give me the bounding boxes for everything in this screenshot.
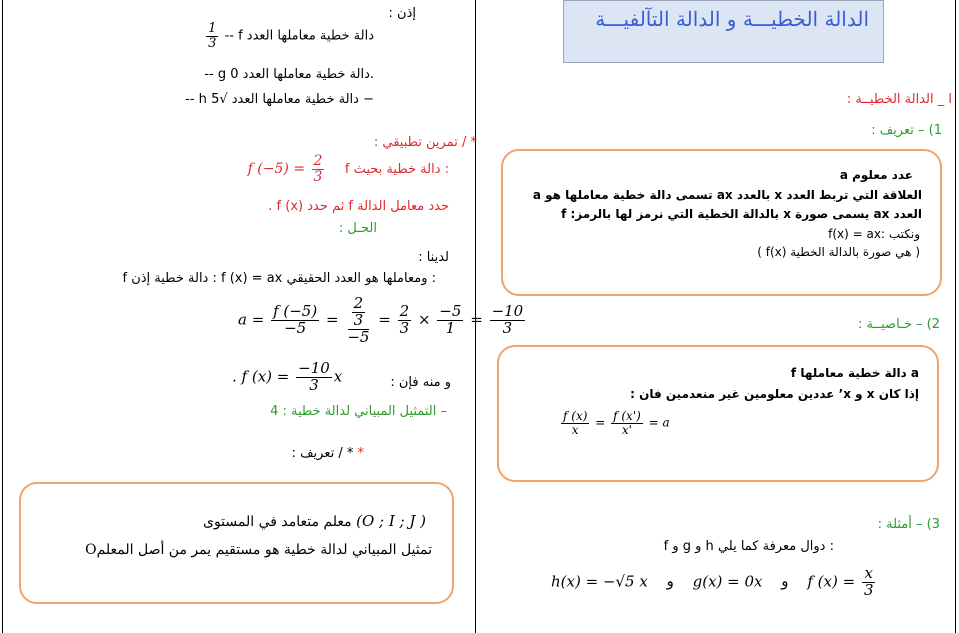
prop-den-2: x' [621, 422, 632, 437]
item-f [204, 22, 374, 50]
definition2-box [19, 482, 454, 604]
ex-g: g(x) = 0x [692, 572, 763, 591]
right-border-line [955, 0, 956, 633]
fx-result [232, 361, 342, 394]
fx-lhs: . f (x) = [232, 367, 290, 386]
ex-and-1: و [666, 572, 674, 591]
sol-d2: −5 [347, 327, 370, 346]
sol-d1: −5 [284, 319, 307, 338]
property-heading: 2) – خـاصيــة : [858, 317, 940, 332]
item-f-text: -- f دالة خطية معاملها العدد [224, 28, 374, 44]
prop-den-1: x [571, 422, 579, 437]
sol-times: × [417, 310, 431, 329]
prop-line-1: f دالة خطية معاملها a [790, 366, 919, 380]
hence-label: و منه فإن : [390, 375, 451, 390]
def2-line-2: تمثيل المبياني لدالة خطية هو مستقيم يمر من أصل المعلمO [85, 542, 432, 558]
def2-line-1 [203, 512, 426, 530]
sol-d5: 3 [502, 319, 513, 338]
sol-n2b: 3 [353, 310, 364, 329]
ex-f-den: 3 [863, 580, 874, 599]
exercise-line-2: حدد معامل الدالة f ثم حدد f (x) . [268, 199, 449, 214]
graph-heading: – التمثيل المبياني لدالة خطية : 4 [270, 404, 447, 419]
examples-formula [551, 566, 877, 599]
ex-and-2: و [781, 572, 789, 591]
definition-box [501, 149, 942, 296]
def-line-4: ونكتب :f(x) = ax [828, 227, 920, 241]
examples-line: f و g و h دوال معرفة كما يلي : [663, 539, 834, 554]
examples-heading: 3) – أمثلة : [877, 517, 940, 532]
exercise-heading: * / تمرين تطبيقي : [373, 135, 477, 150]
sol-n5: −10 [491, 302, 524, 321]
sol-n2a: 2 [353, 294, 364, 312]
ex-line-1-text: f دالة خطية بحيث : [344, 162, 449, 178]
prop-num-2: f (x') [613, 409, 641, 423]
definition-heading: 1) – تعريف : [871, 123, 942, 138]
sol-d4: 1 [445, 319, 456, 338]
item-g: -- g دالة خطية معاملها العدد 0. [204, 67, 374, 82]
sol-d3: 3 [399, 319, 410, 338]
def2-line-1-math: (O ; I ; J ) [356, 512, 426, 530]
left-border-line [2, 0, 3, 633]
title-box [563, 0, 884, 63]
ex-h: h(x) = −√5 x [551, 572, 648, 591]
prop-line-2: إذا كان x و x’ عددين معلومين غير منعدمين فان : [630, 387, 919, 401]
sol-n3: 2 [399, 302, 410, 321]
ex-f-lhs: f (x) = [807, 572, 856, 591]
item-h: -- h دالة خطية معاملها العدد √5 − [185, 92, 374, 107]
property-box [497, 345, 939, 482]
def2-heading-text: * / تعريف : [291, 446, 354, 461]
def2-line-1-text: معلم متعامد في المستوى [202, 514, 352, 530]
solution-fraction-chain: a = $\frac{f (-5)}{-5}$ = $\frac{\frac{2}{3}}{-5}$ = $\frac{2}{3}$ × $\frac{-5}{1}$ = $\frac{-10}{3}$ [238, 294, 524, 346]
sol-a: a = [238, 310, 265, 329]
ex-den: 3 [313, 168, 323, 185]
sol-n1: f (−5) [273, 302, 318, 321]
ex-f-num: x [864, 564, 873, 582]
prop-tail: = a [648, 415, 670, 430]
ex-num: 2 [313, 153, 323, 169]
page-title: الدالة الخطيـــة و الدالة التآلفيـــة [595, 7, 869, 31]
fx-den: 3 [309, 375, 319, 394]
def-line-1: a عدد معلوم [839, 168, 913, 182]
section-linear-heading: ا _ الدالة الخطيــة : [846, 92, 952, 107]
item-f-num: 1 [208, 21, 217, 36]
def-line-3: العدد ax يسمى صورة x بالدالة الخطية التي نرمز لها بالرمز: f [561, 207, 922, 221]
thus-label: إذن : [388, 6, 416, 21]
solution-heading: الحـل : [338, 221, 377, 236]
sol-n4: −5 [439, 302, 462, 321]
prop-num-1: f (x) [563, 409, 588, 423]
item-f-den: 3 [208, 35, 217, 51]
solution-line-1: f دالة خطية إذن : f (x) = ax ومعاملها هو العدد الحقيقي : [122, 271, 436, 286]
ex-lhs: f (−5) = [247, 161, 306, 178]
fx-num: −10 [298, 359, 330, 377]
def-line-5: ( f(x) هي صورة بالدالة الخطية ) [757, 245, 920, 259]
we-have: لدينا : [418, 250, 449, 265]
fx-var: x [333, 367, 343, 386]
def-line-2: العلاقة التي تربط العدد x بالعدد ax تسمى دالة خطية معاملها هو a [532, 188, 922, 202]
property-formula: $\frac{f (x)}{x}$ = $\frac{f (x')}{x'}$ = a [563, 409, 670, 437]
definition2-heading: * * / تعريف : [291, 446, 364, 461]
exercise-line-1 [248, 154, 449, 184]
